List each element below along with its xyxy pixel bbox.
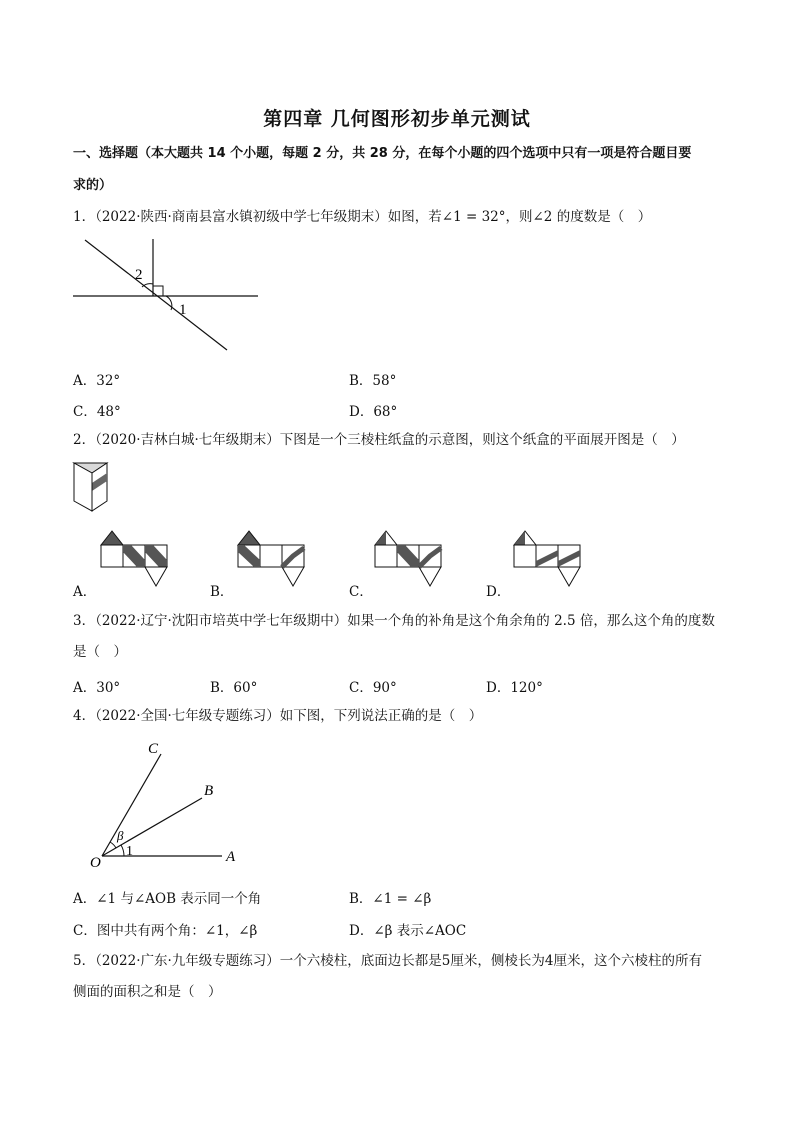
q4-figure [86,736,246,872]
q3-option-a: A．30° [73,680,121,696]
q3-option-c: C．90° [349,680,397,696]
q3-stem-line2: 是（ ） [73,644,127,660]
q1-transversal-line [85,240,227,350]
q1-option-b: B．58° [349,373,397,389]
q1-option-a: A．32° [73,373,121,389]
q2-net-c [373,528,445,590]
q1-angle2-arc [142,284,153,287]
q4-option-a: A．∠1 与∠AOB 表示同一个角 [73,891,262,907]
q4-stem: 4．（2022·全国·七年级专题练习）如下图，下列说法正确的是（ ） [73,708,483,724]
q4-option-d: D．∠β 表示∠AOC [349,923,467,939]
q2-net-a [99,528,171,590]
q1-label-angle2: 2 [135,267,143,283]
q4-label-beta: β [117,828,124,843]
q4-label-b: B [204,783,214,799]
q2-option-b: B． [210,584,234,600]
q2-net-d [512,528,584,590]
q2-option-c: C． [349,584,373,600]
q1-label-angle1: 1 [179,302,187,318]
q3-option-d: D．120° [486,680,543,696]
q4-ray-oc [102,754,161,856]
q1-option-d: D．68° [349,404,398,420]
q2-stem: 2．（2020·吉林白城·七年级期末）下图是一个三棱柱纸盒的示意图，则这个纸盒的平面展开图是（ ） [73,432,685,448]
section-header-line1: 一、选择题（本大题共 14 个小题，每题 2 分，共 28 分，在每个小题的四个选项中只有一项是符合题目要 [73,146,692,161]
q2-option-a: A． [73,584,97,600]
q2-prism-figure [72,461,112,513]
q1-option-c: C．48° [73,404,121,420]
q1-stem: 1．（2022·陕西·商南县富水镇初级中学七年级期末）如图，若∠1 = 32°，则∠2 的度数是（ ） [73,209,652,225]
page-title: 第四章 几何图形初步单元测试 [263,108,531,130]
q5-stem-line2: 侧面的面积之和是（ ） [73,984,222,1000]
q4-beta-arc [110,842,116,848]
q4-ray-ob [102,798,202,856]
q3-stem-line1: 3．（2022·辽宁·沈阳市培英中学七年级期中）如果一个角的补角是这个角余角的 2.5 倍，那么这个角的度数 [73,613,715,629]
q2-net-b [236,528,308,590]
q4-label-1: 1 [126,844,133,859]
q2-option-d: D． [486,584,511,600]
q5-stem-line1: 5．（2022·广东·九年级专题练习）一个六棱柱，底面边长都是5厘米，侧棱长为4厘米，这个六棱柱的所有 [73,953,702,969]
q4-label-a: A [226,849,236,865]
q1-figure [70,234,270,356]
q4-label-o: O [90,855,101,871]
q4-label-c: C [148,741,159,757]
section-header-line2: 求的） [73,178,113,193]
q3-option-b: B．60° [210,680,258,696]
q4-angle1-arc [121,845,124,856]
q4-option-c: C．图中共有两个角：∠1，∠β [73,923,258,939]
q4-option-b: B．∠1 = ∠β [349,891,432,907]
